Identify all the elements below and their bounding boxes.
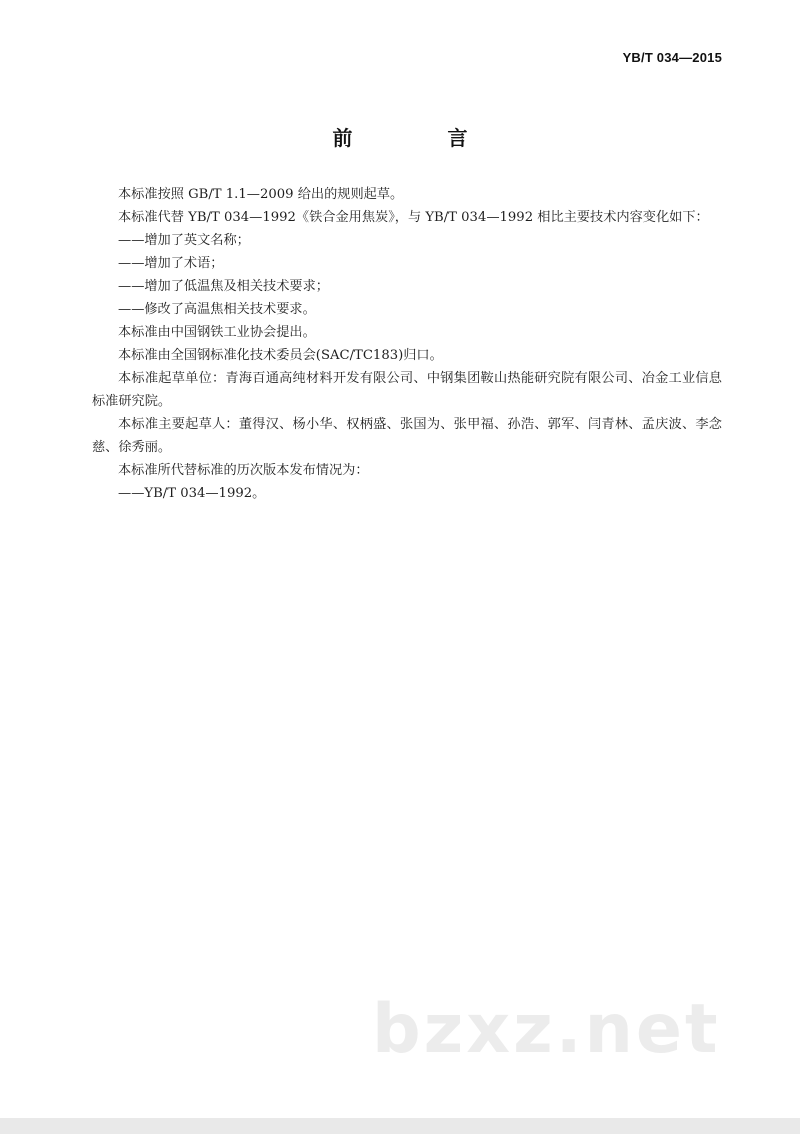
document-code: YB/T 034—2015 bbox=[622, 50, 722, 65]
list-item: ——增加了低温焦及相关技术要求； bbox=[118, 279, 329, 294]
list-item: ——增加了英文名称； bbox=[118, 233, 250, 248]
list-item: ——YB/T 034—1992。 bbox=[118, 486, 266, 501]
paragraph-drafting-units: 本标准起草单位：青海百通高纯材料开发有限公司、中钢集团鞍山热能研究院有限公司、冶金工业信息标准研究院。 bbox=[92, 371, 722, 409]
watermark: bzxz.net bbox=[372, 990, 721, 1069]
paragraph-drafters: 本标准主要起草人：董得汉、杨小华、权柄盛、张国为、张甲福、孙浩、郭军、闫青林、孟庆波、李念慈、徐秀丽。 bbox=[92, 417, 722, 455]
paragraph-history-intro: 本标准所代替标准的历次版本发布情况为： bbox=[118, 463, 369, 478]
list-item: ——修改了高温焦相关技术要求。 bbox=[118, 302, 316, 317]
paragraph-replacement: 本标准代替 YB/T 034—1992《铁合金用焦炭》，与 YB/T 034—1992 相比主要技术内容变化如下： bbox=[118, 210, 709, 225]
foreword-body bbox=[92, 183, 722, 505]
paragraph-technical-committee: 本标准由全国钢标准化技术委员会(SAC/TC183)归口。 bbox=[118, 348, 443, 363]
paragraph-drafting-rules: 本标准按照 GB/T 1.1—2009 给出的规则起草。 bbox=[118, 187, 404, 202]
list-item: ——增加了术语； bbox=[118, 256, 224, 271]
section-title: 前 言 bbox=[332, 126, 512, 150]
paragraph-proposer: 本标准由中国钢铁工业协会提出。 bbox=[118, 325, 316, 340]
page-edge bbox=[0, 1118, 800, 1134]
